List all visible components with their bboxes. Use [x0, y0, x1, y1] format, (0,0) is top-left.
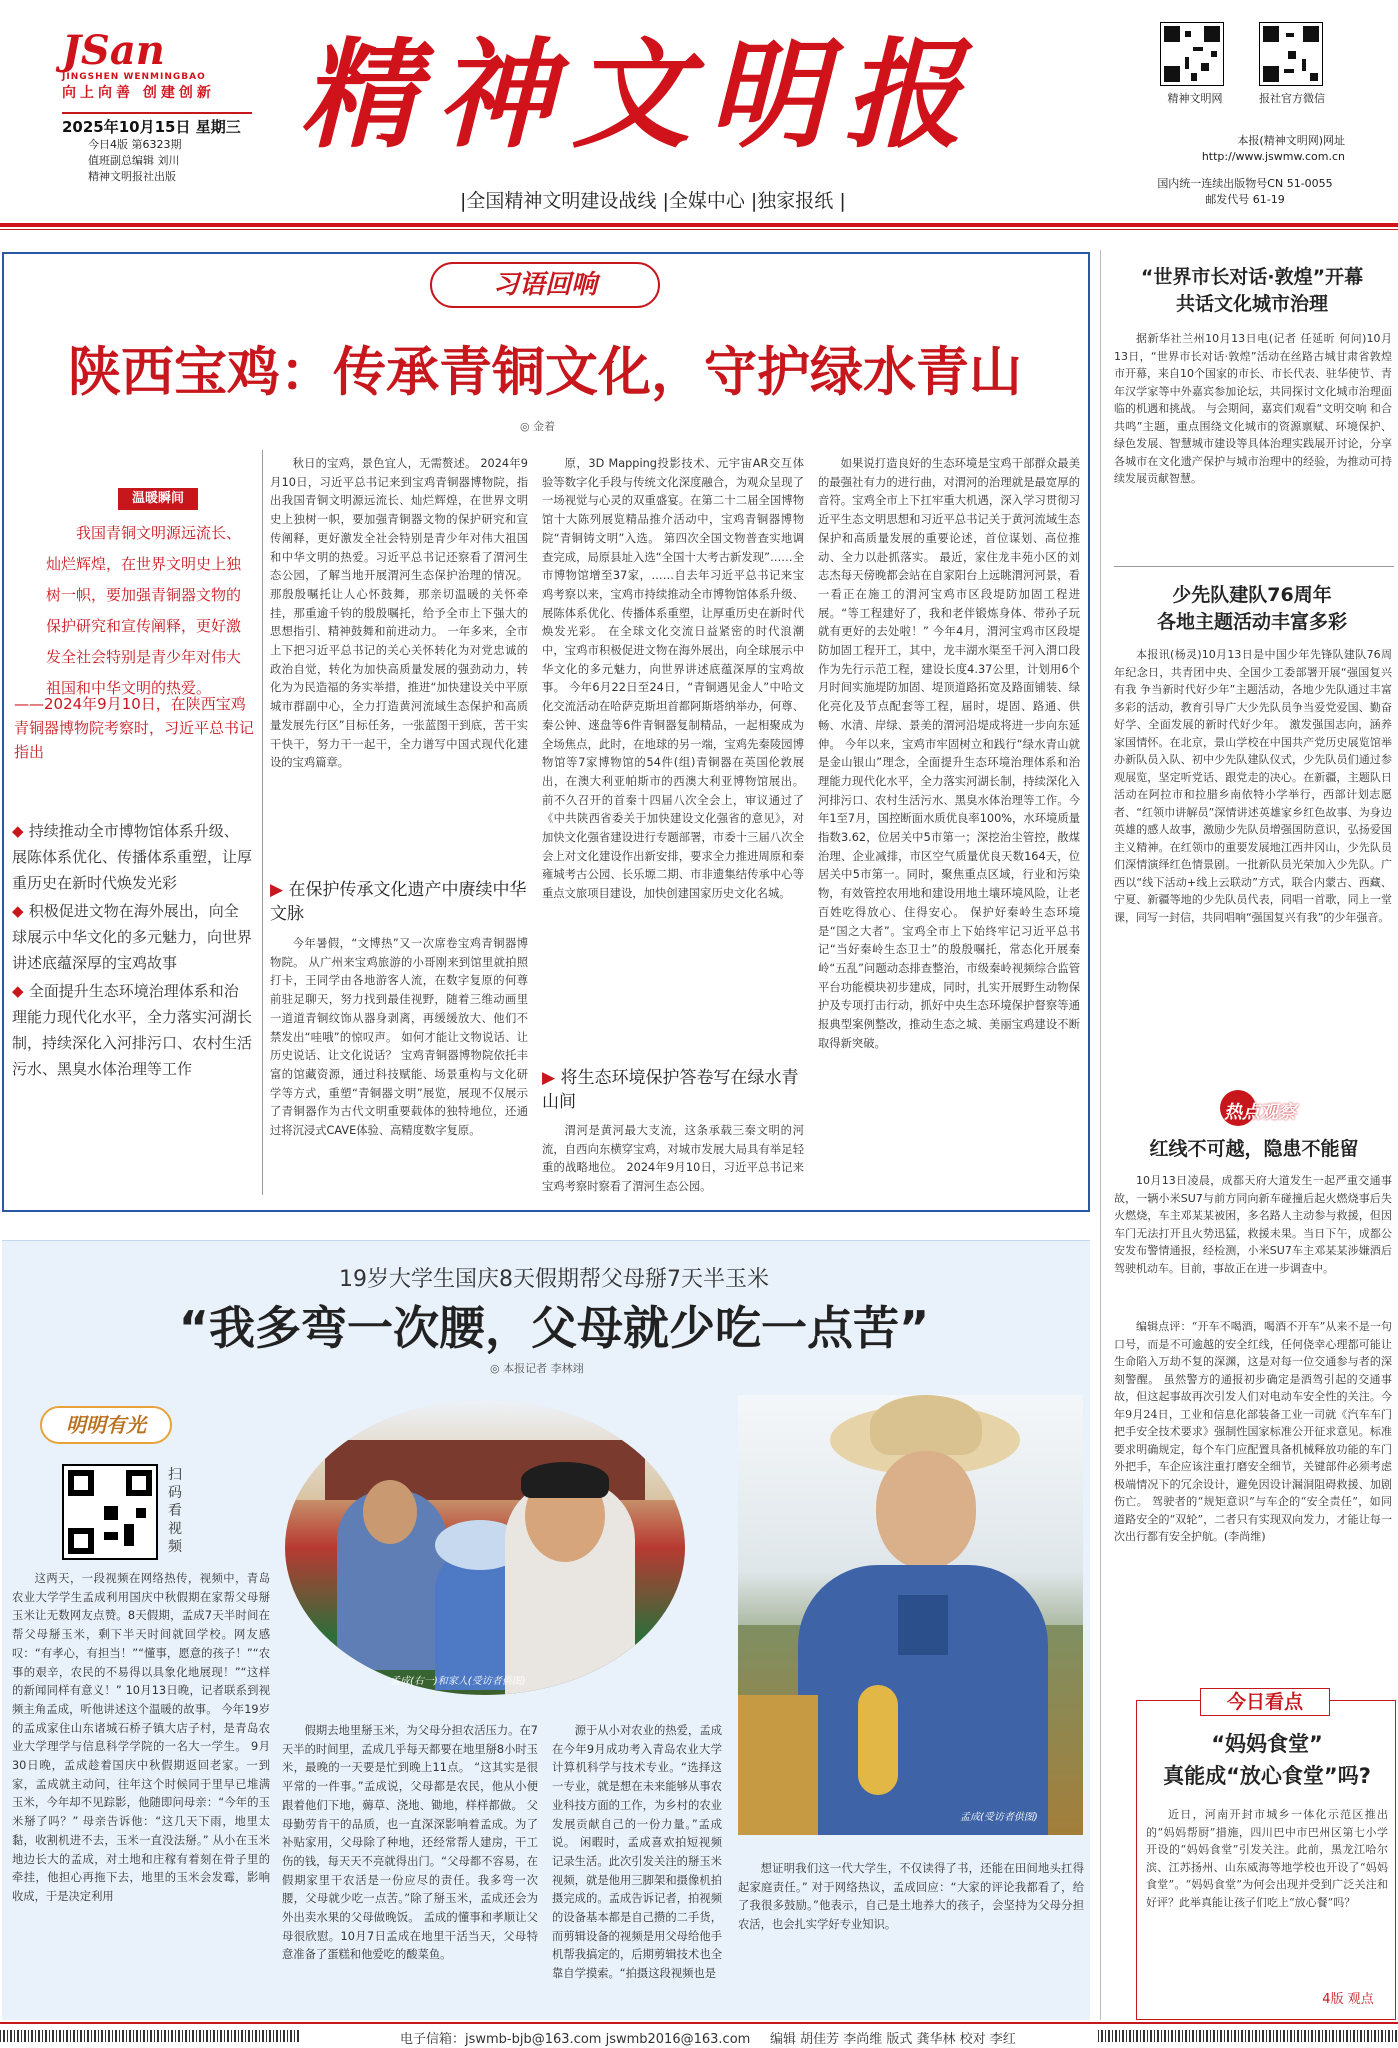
barcode-right — [1098, 2030, 1398, 2042]
see-page-text: 4版 观点 — [1322, 1992, 1374, 2007]
site-info — [1145, 133, 1345, 165]
sidebar-divider — [1100, 250, 1101, 2020]
qr-wechat[interactable] — [1255, 22, 1329, 106]
lead-body-col3a: 原，3D Mapping投影技术、元宇宙AR交互体验等数字化手段与传统文化深度融合，为观众呈现了一场视觉与心灵的双重盛宴。在第二十二届全国博物馆十大陈列展览精品推介活动中，宝鸡青铜器博物院“青铜铸文明”入选。 第四次全国文物普查实地调查完成，局原县址入选“全国十大考古新发现”……全市博物馆增至37家，……自去年习近平总书记来宝鸡考察以来，宝鸡市持续推动全市博物馆体系升级、展陈体系优化、传播体系重塑，让厚重历史在新时代焕发光彩。 在全球文化交流日益紧密的时代浪潮中，宝鸡市积极促进文物在海外展出，向全球展示中华文化的多元魅力，向世界讲述底蕴深厚的宝鸡故事。 今年6月22日至24日，“青铜遇见金人”中哈文化交流活动在哈萨克斯坦首都阿斯塔纳举办，何尊、秦公钟、逨盘等6件青铜器复制精品，一起相聚成为全场焦点，此时，在地球的另一端，宝鸡先秦陵园博物馆等7家博物馆的54件(组)青铜器在英国伦敦展出，在澳大利亚帕斯市的西澳大利亚博物馆展出。 前不久召开的首秦十四届八次全会上，审议通过了《中共陕西省委关于加快建设文化强省的意见》，对加快文化强省建设进行专题部署，市委十三届八次全会上对文化建设作出新安排，要求全力推进周原和秦雍城考古公园、长乐塬二期、市非遗集结传承中心等重点文旅项目建设，加快创建国家历史文化名城。 — [542, 457, 804, 901]
lead-byline: ◎ 金着 — [520, 420, 556, 433]
masthead-title: 精神文明报 — [300, 25, 981, 164]
newspaper-logo — [62, 27, 262, 110]
logo-sub: JINGSHEN WENMINGBAO — [62, 72, 206, 82]
lead-subhead-1: ▶ 在保护传承文化遗产中赓续中华文脉 — [270, 880, 527, 924]
page-footer — [0, 2022, 1398, 2048]
qr-code-icon — [1160, 22, 1224, 86]
qr-website-label: 精神文明网 — [1167, 92, 1223, 105]
lead-headline: 陕西宝鸡：传承青铜文化，守护绿水青山 — [68, 342, 1022, 403]
family-photo — [285, 1400, 685, 1695]
right-story3-title: 红线不可越，隐患不能留 — [1149, 1138, 1359, 1160]
top-nav — [460, 186, 846, 213]
bullet-icon: ◆ — [12, 822, 29, 840]
bullet-3: ◆ 全面提升生态环境治理体系和治理能力现代化水平，全力落实河湖长制，持续深化入河排污口、农村生活污水、黑臭水体治理等工作 — [12, 982, 253, 1078]
feature-top-rule — [2, 1240, 1090, 1241]
site-url[interactable]: http://www.jswmw.com.cn — [1201, 150, 1345, 163]
lead-body-col3b: 渭河是黄河最大支流，这条承载三秦文明的河流，自西向东横穿宝鸡，对城市发展大局具有举足轻重的战略地位。 2024年9月10日，习近平总书记来宝鸡考察时察看了渭河生态公园。 — [542, 1124, 804, 1194]
feature-body-col1: 这两天，一段视频在网络热传，视频中，青岛农业大学学生孟成利用国庆中秋假期在家帮父母掰玉米让无数网友点赞。8天假期，孟成7天半时间在帮父母掰玉米，剩下半天时间就回学校。网友感叹：“有孝心，有担当！”“懂事，愿意的孩子！”“农事的艰辛，农民的不易得以具象化地展现！”“这样的新闻同样有意义！” 10月13日晚，记者联系到视频主角孟成，听他讲述这个温暖的故事。 今年19岁的孟成家住山东诸城石桥子镇大店子村，是青岛农业大学理学与信息科学学院的一名大一学生。 9月30日晚，孟成趁着国庆中秋假期返回老家。一到家，孟成就主动问，往年这个时候同于里早已堆满玉米，今年却不见踪影，他随即问母亲：“今年的玉米掰了吗？” 母亲告诉他：“这几天下雨，地里太黏，收割机进不去，玉米一直没法掰。” 从小在玉米地边长大的孟成，对土地和庄稼有着刻在骨子里的牵挂，他担心再拖下去，地里的玉米会发霉，影响收成，于是决定利用 — [12, 1572, 270, 1903]
bullet-icon: ◆ — [12, 902, 29, 920]
right-story2-title: 少先队建队76周年 各地主题活动丰富多彩 — [1156, 584, 1347, 633]
column-badge: 明明有光 — [40, 1406, 172, 1444]
feature-byline: ◎ 本报记者 李林翊 — [490, 1362, 584, 1375]
photo1-caption: 孟成(右一)和家人(受访者供图) — [390, 1676, 526, 1687]
hot-observation-badge: 热点观察 — [1220, 1090, 1320, 1130]
footer-email: 电子信箱：jswmb-bjb@163.com jswmb2016@163.com — [400, 2032, 751, 2047]
registration-info — [1135, 176, 1355, 208]
feature-body-col4: 想证明我们这一代大学生，不仅读得了书，还能在田间地头扛得起家庭责任。” 对于网络热议，孟成回应：“大家的评论我都看了，给了我很多鼓励。”他表示，自己是土地养大的孩子，会坚持为父母分担农活，也会扎实学好专业知识。 — [738, 1862, 1084, 1932]
issue-date: 2025年10月15日 星期三 — [62, 118, 241, 136]
lead-body-col2a: 秋日的宝鸡，景色宜人，无需赘述。 2024年9月10日，习近平总书记来到宝鸡青铜器博物院，指出我国青铜文明源远流长、灿烂辉煌，在世界文明史上独树一帜，要加强青铜器文物的保护研究和宣传阐释，更好激发全社会特别是青少年对伟大祖国和中华文明的热爱。习近平总书记还察看了渭河生态公园，了解当地开展渭河生态保护治理的情况。 那殷殷嘱托让人心怀鼓舞，那亲切温暖的关怀牵挂，那重逾千钧的殷殷嘱托，给予全市上下强大的思想指引、精神鼓舞和前进动力。 一年多来，全市上下把习近平总书记的关心关怀转化为对党忠诚的政治自觉，转化为加快高质量发展的强劲动力，转化为为民造福的务实举措，推进“加快建设关中平原城市群副中心，全力打造黄河流域生态保护和高质量发展先行区”目标任务，一张蓝图干到底，苦干实干快干，努力干一起干，全力谱写中国式现代化建设的宝鸡篇章。 — [270, 457, 528, 770]
qr-wechat-label: 报社官方微信 — [1259, 92, 1325, 105]
lead-subhead-2: ▶ 将生态环境保护答卷写在绿水青山间 — [542, 1068, 799, 1112]
issue-number: 今日4版 第6323期 — [88, 138, 182, 151]
right-divider — [1114, 566, 1394, 567]
play-icon: ▶ — [542, 1068, 561, 1088]
student-photo — [738, 1395, 1083, 1835]
site-label: 本报(精神文明网)网址 — [1237, 134, 1345, 147]
feature-body-col3: 源于从小对农业的热爱，孟成在今年9月成功考入青岛农业大学计算机科学与技术专业。“选择这一专业，就是想在未来能够从事农业科技方面的工作，为乡村的农业发展贡献自己的一份力量。”孟成说。 闲暇时，孟成喜欢拍短视频记录生活。此次引发关注的掰玉米视频，就是他用三脚架和摄像机拍摄完成的。孟成告诉记者，拍视频的设备基本都是自己攒的二手货，而剪辑设备的视频是用父母给他手机帮我搞定的，后期剪辑技术也全靠自学摸索。“拍摄这段视频也是 — [552, 1724, 722, 1981]
warm-moment-label: 温暖瞬间 — [118, 488, 198, 510]
bullet-2: ◆ 积极促进文物在海外展出，向全球展示中华文化的多元魅力，向世界讲述底蕴深厚的宝鸡故事 — [12, 902, 253, 972]
column-tag: 习语回响 — [492, 270, 597, 300]
bullet-1: ◆ 持续推动全市博物馆体系升级、展陈体系优化、传播体系重塑，让厚重历史在新时代焕发光彩 — [12, 822, 253, 892]
video-qr-code[interactable] — [62, 1464, 158, 1560]
bullet-icon: ◆ — [12, 982, 29, 1000]
today-label: 今日看点 — [1200, 1688, 1330, 1716]
qr-website[interactable] — [1160, 22, 1230, 106]
publisher: 精神文明报社出版 — [88, 170, 176, 183]
nav-item-media[interactable]: |全媒中心 — [662, 190, 745, 212]
right-story1-title: “世界市长对话·敦煌”开幕 共话文化城市治理 — [1140, 266, 1364, 315]
lead-body-col4: 如果说打造良好的生态环境是宝鸡干部群众最美的最强社有力的进行曲，对渭河的治理就是最宽厚的音符。宝鸡全市上下扛牢重大机遇，深入学习贯彻习近平生态文明思想和习近平总书记关于黄河流域生态保护和高质量发展的重要论述，首位谋划、高位推动、全力以赴抓落实。 最近，家住龙丰苑小区的刘志杰每天傍晚都会站在自家阳台上远眺渭河河景，看一看正在施工的渭河宝鸡市区段堤防加固工程进展。“等工程建好了，我和老伴锻炼身体、带孙子玩就有更好的去处啦！” 今年4月，渭河宝鸡市区段堤防加固工程开工，其中，龙丰湖水渠至千河入渭口段作为先行示范工程，建设长度4.37公里，计划用6个月时间实施堤防加固、堤顶道路拓宽及路面铺装、绿化亮化及节点配套等工程，届时，堤固、路通、供畅、水清、岸绿、景美的渭河沿堤成将进一步向东延伸。 今年以来，宝鸡市牢固树立和践行“绿水青山就是金山银山”理念，全面提升生态环境治理体系和治理能力现代化水平，全力落实河湖长制，持续深化入河排污口、农村生活污水、黑臭水体治理等工作。今年1至7月，国控断面水质优良率100%，水环境质量指数3.62，位居关中5市第一；深挖治尘管控，散煤治理、企业减排，市区空气质量优良天数164天，位居关中5市第一。同时，聚焦重点区域，行业和污染物，有效管控农用地和建设用地土壤环境风险，让老百姓吃得放心、住得安心。 保护好秦岭生态环境是“国之大者”。宝鸡全市上下始终牢记习近平总书记“当好秦岭生态卫士”的殷殷嘱托，常态化开展秦岭“五乱”问题动态排查整治，市级秦岭视频综合监管平台功能模块初步建成，同时，扎实开展野生动物保护及专项打击行动，抓好中央生态环境保护督察等通报典型案例整改，推动生态之城、美丽宝鸡建设不断取得新突破。 — [818, 457, 1080, 1050]
qr-scan-label: 扫码看视频 — [168, 1467, 182, 1555]
nav-item-end: | — [839, 190, 846, 212]
feature-body-col2: 假期去地里掰玉米，为父母分担农活压力。在7天半的时间里，孟成几乎每天都要在地里掰8小时玉米，最晚的一天要是忙到晚上11点。 “这其实是很平常的一件事。”孟成说，父母都是农民，他从小便跟着他们下地，薅草、浇地、锄地，样样都做。 父母勤劳肯干的品质，也一直深深影响着孟成。为了补贴家用，父母除了种地，还经常帮人建房，干工伤的钱，每天天不亮就得出门。“父母都不容易，在假期家里干农活是一份应尽的责任。我多弯一次腰，父母就少吃一点苦。”除了掰玉米，孟成还会为外出卖水果的父母做晚饭。 孟成的懂事和孝顺让父母很欣慰。10月7日孟成在地里干活当天，父母特意准备了蛋糕和他爱吃的酸菜鱼。 — [282, 1724, 538, 1962]
photo2-caption: 孟成(受访者供图) — [960, 1812, 1038, 1823]
column-tag-badge — [430, 262, 660, 308]
duty-editor: 值班副总编辑 刘川 — [88, 154, 180, 167]
qr-code-icon — [1259, 22, 1323, 86]
right-story4-title: “妈妈食堂” 真能成“放心食堂”吗? — [1163, 1732, 1371, 1788]
issue-info — [62, 116, 262, 185]
nav-item-exclusive[interactable]: |独家报纸 — [750, 190, 834, 212]
right-story3-comment: 编辑点评：“开车不喝酒，喝酒不开车”从来不是一句口号，而是不可逾越的安全红线，任何侥幸心理都可能让生命陷入万劫不复的深渊，这是对每一位交通参与者的深刻警醒。 虽然警方的通报初步确定是酒驾引起的交通事故，但这起事故再次引发人们对电动车安全性的关注。今年9月24日，工业和信息化部装备工业一司就《汽车车门把手安全技术要求》强制性国家标准公开征求意见。标准要求明确规定，每个车门应配置具备机械释放功能的车门外把手，车企应该注重打磨安全细节，关键部件必须考虑极端情况下的冗余设计，避免因设计漏洞阻碍救援、加剧伤亡。 驾驶者的“规矩意识”与车企的“安全责任”，如同道路安全的“双轮”，二者只有实现双向发力，才能让每一次出行都有安全护航。(李尚维) — [1114, 1320, 1392, 1543]
feature-kicker: 19岁大学生国庆8天假期帮父母掰7天半玉米 — [339, 1267, 769, 1292]
postal-code: 邮发代号 61-19 — [1205, 193, 1285, 206]
quote-source: ——2024年9月10日，在陕西宝鸡青铜器博物院考察时，习近平总书记指出 — [14, 695, 255, 761]
slogan: 向上向善 创建创新 — [62, 85, 215, 101]
masthead-rule — [0, 223, 1398, 227]
masthead-rule-thin — [0, 229, 1398, 230]
right-story3-body: 10月13日凌晨，成都天府大道发生一起严重交通事故，一辆小米SU7与前方同向新车碰撞后起火燃烧事后失火燃烧，车主邓某某被困，多名路人主动参与救援，但因车门无法打开且火势迅猛，救援未果。当日下午，成都公安发布警情通报，经检测，小米SU7车主邓某某涉嫌酒后驾驶机动车。目前，事故正在进一步调查中。 — [1114, 1174, 1392, 1275]
logo-rule — [62, 112, 252, 114]
right-story1-body: 据新华社兰州10月13日电(记者 任延昕 何问)10月13日，“世界市长对话·敦煌”活动在丝路古城甘肃省敦煌市开幕，来自10个国家的市长、市长代表、驻华使节、青年汉学家等中外嘉宾参加论坛，共同探讨文化城市治理面临的机遇和挑战。 与会期间，嘉宾们观看“文明交响 和合共鸣”主题，重点围绕文化城市的资源禀赋、环境保护、绿色发展、智慧城市建设等具体治理实践展开讨论，分享各城市在文化遗产保护与城市治理中的经验，为推动可持续发展贡献智慧。 — [1114, 332, 1392, 485]
feature-headline: “我多弯一次腰，父母就少吃一点苦” — [178, 1301, 930, 1355]
quote-text: 我国青铜文明源远流长、灿烂辉煌，在世界文明史上独树一帜，要加强青铜器文物的保护研究和宣传阐释，更好激发全社会特别是青少年对伟大祖国和中华文明的热爱。 — [46, 524, 242, 697]
logo-mark: JSan — [62, 27, 165, 74]
lead-body-col2b: 今年暑假，“文博热”又一次席卷宝鸡青铜器博物院。 从广州来宝鸡旅游的小哥刚来到馆里就拍照打卡，王同学由各地游客人流，在数字复原的何尊前驻足聊天，努力找到最佳视野，随着三维动画里一道道青铜纹饰从器身剥离，再缓缓放大、他们不禁发出“哇哦”的惊叹声。 如何才能让文物说话、让历史说话、让文化说话？ 宝鸡青铜器博物院依托丰富的馆藏资源，通过科技赋能、场景重构与文化研学等方式，重塑“青铜器文明”展览，展现不仅展示了青铜器作为古代文明重要载体的独特地位，还通过将沉浸式CAVE体验、高精度数字复原。 — [270, 937, 528, 1138]
see-page-link[interactable] — [1305, 1988, 1391, 2008]
right-story2-body: 本报讯(杨灵)10月13日是中国少年先锋队建队76周年纪念日，共青团中央、全国少工委部署开展“强国复兴有我 争当新时代好少年”主题活动，各地少先队通过丰富多彩的活动，教育引导广大少先队员争当爱党爱国、勤奋好学、全面发展的新时代好少年。 激发强国志向，涵养家国情怀。在北京，景山学校在中国共产党历史展览馆举办新队员入队、初中少先队建队仪式，少先队员们通过参观展览，坚定听党话、跟党走的决心。在新疆，主题队日活动在阿拉市和拉腊乡南依特小学举行，西部计划志愿者、“红领巾讲解员”深情讲述英雄家乡红色故事、为身边英雄的感人故事，激励少先队员增强国防意识，弘扬爱国主义精神。在红领巾的重要发展地江西井冈山，少先队员们深情演绎红色情景剧。一批新队员光荣加入少先队。广西以“线下活动+线上云联动”方式，联合内蒙古、西藏、宁夏、新疆等地的少先队员代表，同唱一首歌，同上一堂课，同写一封信，共同唱响“强国复兴有我”的少年强音。 — [1114, 648, 1392, 924]
right-story4-body: 近日，河南开封市城乡一体化示范区推出的“妈妈帮厨”措施，四川巴中市巴州区第七小学开设的“妈妈食堂”引发关注。此前，黑龙江哈尔滨、江苏扬州、山东威海等地学校也开设了“妈妈食堂”。“妈妈食堂”为何会出现并受到广泛关注和好评？此举真能让孩子们吃上“放心餐”吗？ — [1146, 1808, 1388, 1909]
column-divider — [262, 450, 263, 1195]
footer-editors: 编辑 胡佳芳 李尚维 版式 龚华林 校对 李红 — [770, 2032, 1016, 2047]
play-icon: ▶ — [270, 880, 289, 900]
barcode-left — [0, 2030, 300, 2042]
cn-number: 国内统一连续出版物号CN 51-0055 — [1157, 177, 1333, 190]
nav-item-strategy[interactable]: |全国精神文明建设战线 — [460, 190, 657, 212]
